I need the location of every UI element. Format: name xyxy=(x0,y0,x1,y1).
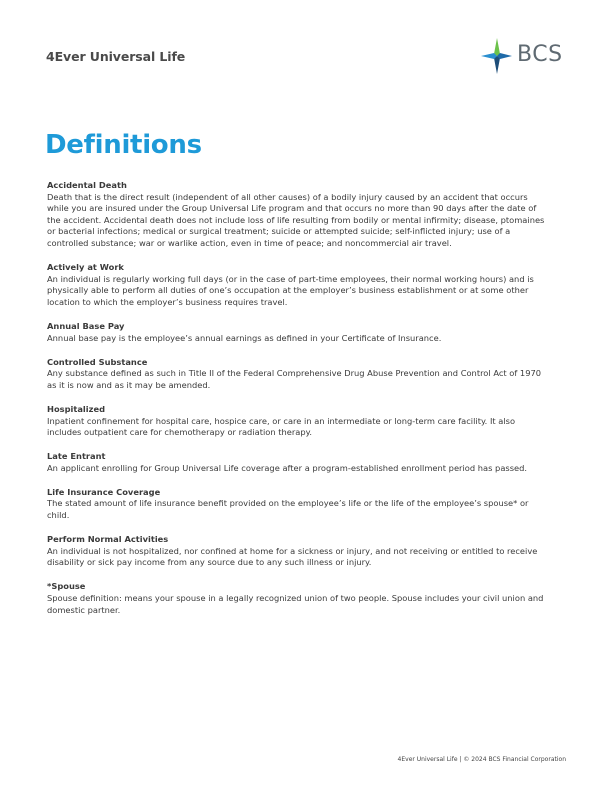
definition-term: Controlled Substance xyxy=(47,356,148,367)
definition-item xyxy=(47,534,547,569)
page-footer: 4Ever Universal Life | © 2024 BCS Financial Corporation xyxy=(397,756,566,763)
bcs-logo-text: BCS xyxy=(517,42,563,67)
definition-text: An applicant enrolling for Group Universal Life coverage after a program-established enrollment period has passed. xyxy=(47,462,528,473)
definition-term: *Spouse xyxy=(47,581,86,592)
definitions-list xyxy=(47,180,547,629)
definition-text: Inpatient confinement for hospital care, hospice care, or care in an intermediate or long-term care facility. It also includes outpatient care for chemotherapy or radiation therapy. xyxy=(47,415,516,438)
bcs-star-icon xyxy=(481,37,513,75)
definition-text: Death that is the direct result (independent of all other causes) of a bodily injury caused by an accident that occurs while you are insured under the Group Universal Life program and that occurs no more than 90 days after the date of the accident. Accidental death does not include loss of life resulting from bodily or mental infirmity; disease, ptomaines or bacterial infections; medical or surgical treatment; suicide or attempted suicide; self-inflicted injury; use of a controlled substance; war or warlike action, even in time of peace; and noncommercial air travel. xyxy=(47,191,545,248)
definition-item xyxy=(47,404,547,439)
definition-term: Life Insurance Coverage xyxy=(47,486,161,497)
bcs-logo xyxy=(481,37,571,77)
definition-text: Any substance defined as such in Title II of the Federal Comprehensive Drug Abuse Prevention and Control Act of 1970 as it is now and as it may be amended. xyxy=(47,368,542,390)
definition-text: An individual is not hospitalized, nor confined at home for a sickness or injury, and not receiving or entitled to receive disability or sick pay income from any source due to any such illness or injury. xyxy=(47,545,538,568)
definition-term: Perform Normal Activities xyxy=(47,534,169,545)
definition-item xyxy=(47,180,547,250)
definition-item xyxy=(47,262,547,308)
definition-item xyxy=(47,357,547,392)
definition-item xyxy=(47,487,547,522)
definition-term: Accidental Death xyxy=(47,180,127,190)
definition-item xyxy=(47,451,547,474)
definition-term: Annual Base Pay xyxy=(47,320,125,331)
definition-text: Spouse definition: means your spouse in a legally recognized union of two people. Spouse includes your civil union and domestic partner. xyxy=(47,593,544,615)
definition-text: Annual base pay is the employee’s annual earnings as defined in your Certificate of Insurance. xyxy=(47,332,442,343)
definition-item xyxy=(47,321,547,344)
definition-term: Late Entrant xyxy=(47,451,106,462)
page-title: Definitions xyxy=(45,130,202,160)
definition-text: The stated amount of life insurance benefit provided on the employee’s life or the life of the employee’s spouse* or child. xyxy=(47,498,529,521)
definition-text: An individual is regularly working full days (or in the case of part-time employees, their normal working hours) and is physically able to perform all duties of one’s occupation at the employer’s business establishment or at some other location to which the employer’s business requires travel. xyxy=(47,273,534,307)
definition-term: Actively at Work xyxy=(47,262,124,273)
definition-term: Hospitalized xyxy=(47,403,106,414)
document-header-title: 4Ever Universal Life xyxy=(46,49,186,64)
definition-item xyxy=(47,581,547,616)
